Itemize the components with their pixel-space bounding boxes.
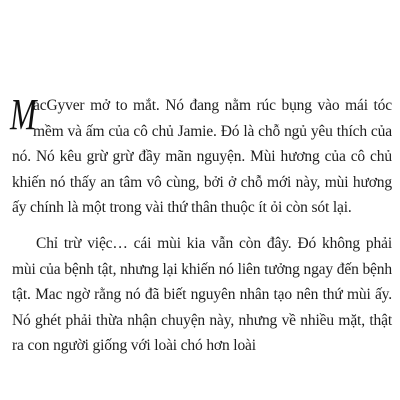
paragraph-1-text: acGyver mở to mắt. Nó đang nằm rúc bụng vào mái tóc mềm và ấm của cô chủ Jamie. Đó là chỗ ngủ yêu thích của nó. Nó kêu grừ grừ đầy mãn nguyện. Mùi hương của cô chủ khiến nó thấy an tâm vô cùng, bởi ở chỗ mới này, mùi hương ấy chính là một trong vài thứ thân thuộc ít ỏi còn sót lại. [12, 97, 392, 217]
drop-cap: M [10, 90, 37, 139]
paragraph-1 [10, 90, 392, 221]
body-text [10, 90, 392, 359]
paragraph-2: Chỉ trừ việc… cái mùi kia vẫn còn đây. Đó không phải mùi của bệnh tật, nhưng lại khiến nó liên tưởng ngay đến bệnh tật. Mac ngờ rằng nó đã biết nguyên nhân tạo nên thứ mùi ấy. Nó ghét phải thừa nhận chuyện này, nhưng về nhiều mặt, thật ra con người giống với loài chó hơn loài [12, 234, 392, 355]
